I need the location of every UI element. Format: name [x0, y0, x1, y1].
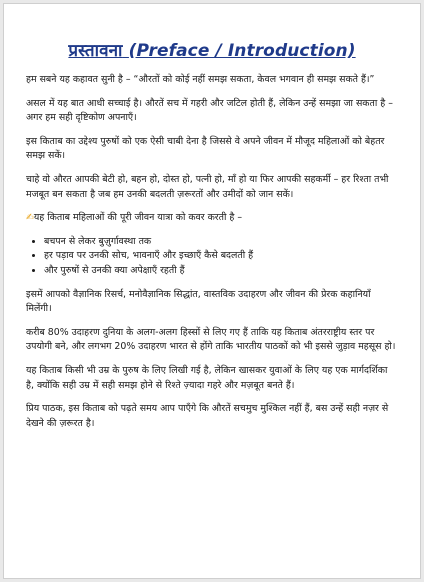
paragraph-6: इसमें आपको वैज्ञानिक रिसर्च, मनोवैज्ञानिक सिद्धांत, वास्तविक उदाहरण और जीवन की प्रेरक कहानियाँ मिलेंगी।	[26, 288, 371, 315]
paragraph-3: इस किताब का उद्देश्य पुरुषों को एक ऐसी चाबी देना है जिससे वे अपने जीवन में मौजूद महिलाओं को बेहतर समझ सकें।	[26, 135, 385, 162]
list-item: • हर पड़ाव पर उनकी सोच, भावनाएँ और इच्छाएँ कैसे बदलती हैं	[44, 249, 398, 264]
paragraph-5	[26, 211, 398, 226]
paragraph-5-text: यह किताब महिलाओं की पूरी जीवन यात्रा को कवर करती है –	[33, 212, 243, 224]
paragraph-4: चाहे वो औरत आपकी बेटी हो, बहन हो, दोस्त हो, पत्नी हो, माँ हो या फिर आपकी सहकर्मी – हर रिश्ता तभी मजबूत बन सकता है जब हम उनकी बदलती ज़रूरतों और उमीदों को जान सकें।	[26, 173, 389, 200]
paragraph-2: असल में यह बात आधी सच्चाई है। औरतें सच में गहरी और जटिल होती हैं, लेकिन उन्हें समझा जा सकता है – अगर हम सही दृष्टिकोण अपनाएँ।	[26, 97, 393, 124]
list-item: • बचपन से लेकर बुज़ुर्गावस्था तक	[44, 235, 398, 250]
title-hindi: प्रस्तावना	[68, 41, 123, 61]
paragraph-9: प्रिय पाठक, इस किताब को पढ़ते समय आप पाएँगे कि औरतें सचमुच मुश्किल नहीं हैं, बस उन्हें सही नज़र से देखने की ज़रूरत है।	[26, 403, 389, 429]
list-item: • और पुरुषों से उनकी क्या अपेक्षाएँ रहती हैं	[44, 264, 398, 279]
paragraph-1: हम सबने यह कहावत सुनी है – “औरतों को कोई नहीं समझ सकता, केवल भगवान ही समझ सकते हैं।”	[26, 74, 375, 85]
bullet-list	[26, 235, 398, 279]
writing-hand-icon: ✍	[26, 212, 34, 224]
document-page	[3, 3, 421, 579]
page-title	[26, 38, 398, 61]
title-english: (Preface / Introduction)	[128, 41, 356, 61]
paragraph-7: करीब 80% उदाहरण दुनिया के अलग-अलग हिस्सों से लिए गए हैं ताकि यह किताब अंतरराष्ट्रीय स्तर पर उपयोगी बने, और लगभग 20% उदाहरण भारत से होंगे ताकि भारतीय पाठकों को भी इससे जुड़ाव महसूस हो।	[26, 326, 396, 353]
paragraph-8: यह किताब किसी भी उम्र के पुरुष के लिए लिखी गई है, लेकिन खासकर युवाओं के लिए यह एक मार्गदर्शिका है, क्योंकि सही उम्र में सही समझ होने से रिश्ते ज़्यादा गहरे और मज़बूत बनते हैं।	[26, 364, 388, 391]
